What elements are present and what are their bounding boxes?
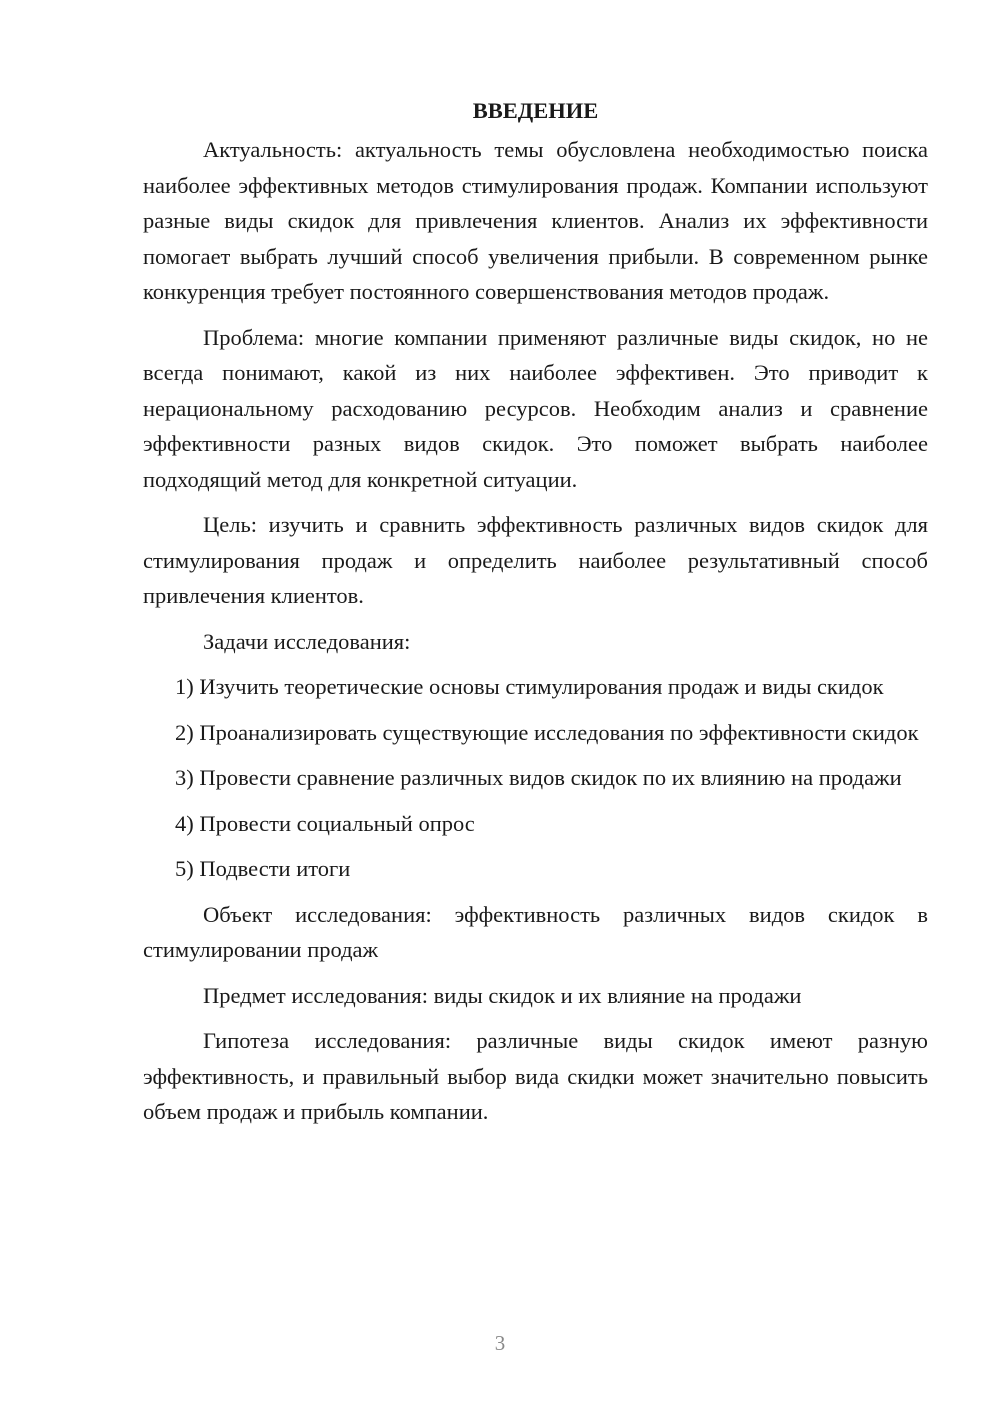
task-item-3: 3) Провести сравнение различных видов скидок по их влиянию на продажи: [175, 765, 902, 790]
object-paragraph: Объект исследования: эффективность различных видов скидок в стимулировании продаж: [143, 901, 928, 962]
task-item-5: 5) Подвести итоги: [175, 856, 351, 881]
tasks-heading: Задачи исследования:: [203, 628, 411, 654]
goal-paragraph: Цель: изучить и сравнить эффективность различных видов скидок для стимулирования продаж и определить наиболее результативный способ привлечения клиентов.: [143, 512, 928, 608]
hypothesis-paragraph: Гипотеза исследования: различные виды скидок имеют разную эффективность, и правильный выбор вида скидки может значительно повысить объем продаж и прибыль компании.: [143, 1028, 928, 1124]
task-item-4: 4) Провести социальный опрос: [175, 810, 475, 836]
subject-paragraph: Предмет исследования: виды скидок и их влияние на продажи: [203, 982, 802, 1008]
task-item-1: 1) Изучить теоретические основы стимулирования продаж и виды скидок: [175, 674, 884, 699]
page-number: 3: [494, 1331, 506, 1355]
section-title: ВВЕДЕНИЕ: [472, 98, 599, 123]
problem-paragraph: Проблема: многие компании применяют различные виды скидок, но не всегда понимают, какой из них наиболее эффективен. Это приводит к нерациональному расходованию ресурсов. Необходим анализ и сравнение эффективности разных видов скидок. Это поможет выбрать наиболее подходящий метод для конкретной ситуации.: [143, 324, 928, 492]
task-item-2: 2) Проанализировать существующие исследования по эффективности скидок: [175, 719, 919, 745]
document-page: [143, 92, 928, 1140]
relevance-paragraph: Актуальность: актуальность темы обусловлена необходимостью поиска наиболее эффективных методов стимулирования продаж. Компании используют разные виды скидок для привлечения клиентов. Анализ их эффективности помогает выбрать лучший способ увеличения прибыли. В современном рынке конкуренция требует постоянного совершенствования методов продаж.: [143, 137, 928, 304]
